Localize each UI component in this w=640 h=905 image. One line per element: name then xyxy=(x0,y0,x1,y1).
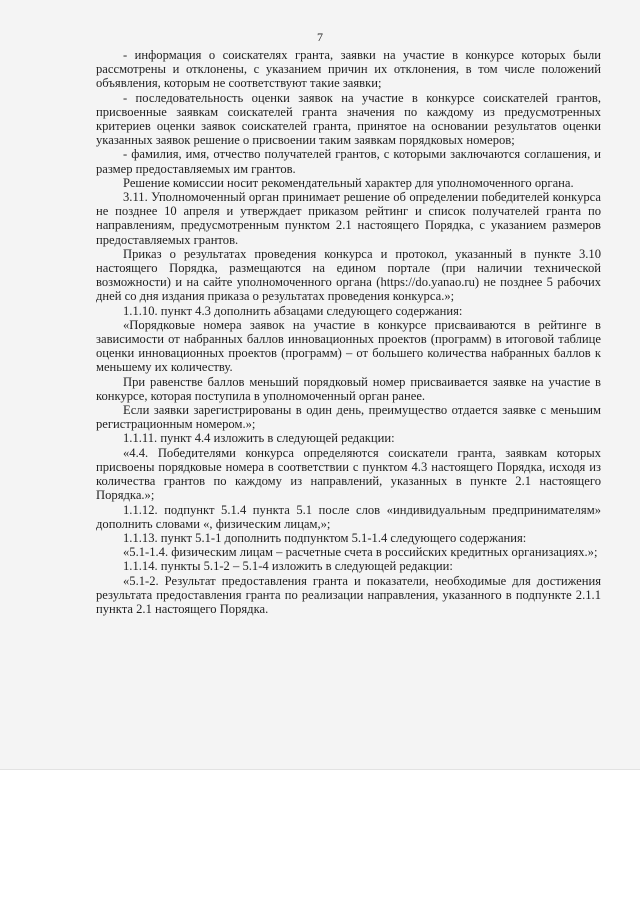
paragraph: «5.1-2. Результат предоставления гранта и показатели, необходимые для достижения результата предоставления гранта по реализации направления, указанного в подпункте 2.1.1 пункта 2.1 настоящего Порядка. xyxy=(96,573,601,616)
page-number: 7 xyxy=(317,30,323,44)
paragraph: - последовательность оценки заявок на участие в конкурсе соискателей грантов, присвоенные заявкам соискателей гранта значения по каждому из предусмотренных критериев оценки заявок соискателей гранта, принятое на основании результатов оценки указанных заявок решение о присвоении таким заявкам порядковых номеров; xyxy=(96,90,601,148)
paragraph: «Порядковые номера заявок на участие в конкурсе присваиваются в рейтинге в зависимости от набранных баллов инновационных проектов (программ) в итоговой таблице оценки инновационных проектов (программ) – от большего количества набранных баллов к меньшему их количеству. xyxy=(96,317,601,375)
paragraph: 3.11. Уполномоченный орган принимает решение об определении победителей конкурса не позднее 10 апреля и утверждает приказом рейтинг и список получателей гранта по направлениям, предусмотренным пунктом 2.1 настоящего Порядка, с указанием размеров предоставляемых грантов. xyxy=(96,190,601,247)
paragraph: Если заявки зарегистрированы в один день, преимущество отдается заявке с меньшим регистрационным номером.»; xyxy=(96,403,601,432)
paragraph: Приказ о результатах проведения конкурса и протокол, указанный в пункте 3.10 настоящего Порядка, размещаются на едином портале (при наличии технической возможности) и на сайте уполномоченного органа (https://do.yanao.ru) не позднее 5 рабочих дней со дня издания приказа о результатах проведения конкурса.»; xyxy=(96,246,601,304)
paragraph: «5.1-1.4. физическим лицам – расчетные счета в российских кредитных организациях.»; xyxy=(123,545,598,560)
paragraph: «4.4. Победителями конкурса определяются соискатели гранта, заявкам которых присвоены порядковые номера в соответствии с пунктом 4.3 настоящего Порядка, исходя из количества грантов по каждому из направлений, указанных в пункте 2.1 настоящего Порядка.»; xyxy=(96,445,601,503)
document-body xyxy=(96,48,601,616)
paragraph: 1.1.10. пункт 4.3 дополнить абзацами следующего содержания: xyxy=(123,303,463,318)
paragraph: 1.1.14. пункты 5.1-2 – 5.1-4 изложить в следующей редакции: xyxy=(123,559,453,574)
paragraph: 1.1.12. подпункт 5.1.4 пункта 5.1 после слов «индивидуальным предпринимателям» дополнить словами «, физическим лицам,»; xyxy=(96,502,601,531)
paragraph: 1.1.13. пункт 5.1-1 дополнить подпунктом 5.1-1.4 следующего содержания: xyxy=(123,530,527,545)
paragraph: - информация о соискателях гранта, заявки на участие в конкурсе которых были рассмотрены и отклонены, с указанием причин их отклонения, в том числе положений объявления, которым не соответствуют такие заявки; xyxy=(96,48,601,91)
paragraph: 1.1.11. пункт 4.4 изложить в следующей редакции: xyxy=(123,431,395,446)
paragraph: - фамилия, имя, отчество получателей грантов, с которыми заключаются соглашения, и размер предоставляемых им грантов. xyxy=(96,147,601,176)
paragraph: При равенстве баллов меньший порядковый номер присваивается заявке на участие в конкурсе, которая поступила в уполномоченный орган ранее. xyxy=(96,374,601,403)
paragraph: Решение комиссии носит рекомендательный характер для уполномоченного органа. xyxy=(123,175,574,190)
